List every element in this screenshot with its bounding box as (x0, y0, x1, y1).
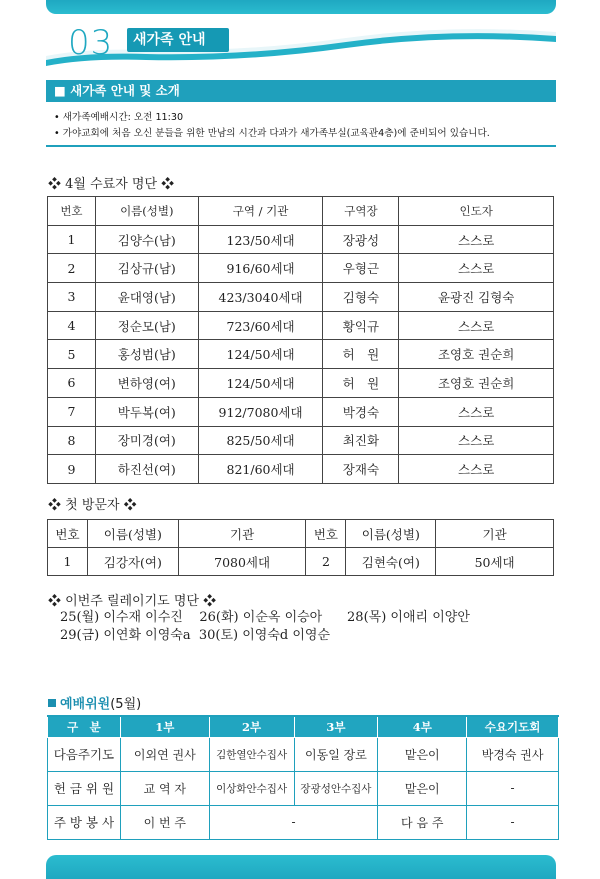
cell: 우형근 (323, 254, 399, 283)
graduates-title: ❖ 4월 수료자 명단 ❖ (48, 177, 175, 192)
cell: 1 (48, 548, 88, 576)
cell: 스스로 (399, 225, 554, 254)
col-header: 구역 / 기관 (198, 197, 323, 226)
col-header: 이름(성별) (95, 197, 198, 226)
cell: 최진화 (323, 426, 399, 455)
cell: 황익규 (323, 311, 399, 340)
cell: 123/50세대 (198, 225, 323, 254)
worship-table (47, 715, 559, 840)
cell: 2 (306, 548, 346, 576)
col-header: 1부 (120, 716, 209, 737)
cell: 변하영(여) (95, 369, 198, 398)
table-row (48, 311, 554, 340)
cell: - (467, 805, 559, 839)
col-header: 기관 (178, 520, 306, 548)
col-header: 인도자 (399, 197, 554, 226)
intro-line-time: • 새가족예배시간: 오전 11:30 (54, 112, 184, 123)
col-header: 구역장 (323, 197, 399, 226)
table-row (48, 283, 554, 312)
col-header: 2부 (209, 716, 294, 737)
cell: 6 (48, 369, 96, 398)
cell: 정순모(남) (95, 311, 198, 340)
visitors-table (47, 519, 554, 576)
table-header-row (48, 716, 559, 737)
cell: 박경숙 (323, 397, 399, 426)
cell: 7 (48, 397, 96, 426)
header-wave-decor (46, 14, 556, 66)
cell: 124/50세대 (198, 340, 323, 369)
cell: 윤대영(남) (95, 283, 198, 312)
cell: 이상화안수집사 (209, 771, 294, 805)
cell: 맡은이 (378, 737, 467, 771)
cell: 124/50세대 (198, 369, 323, 398)
cell: 이동일 장로 (294, 737, 378, 771)
cell: 스스로 (399, 397, 554, 426)
cell: 하진선(여) (95, 455, 198, 484)
cell: 5 (48, 340, 96, 369)
cell: 김한열안수집사 (209, 737, 294, 771)
worship-subtitle: (5월) (110, 697, 142, 712)
table-row (48, 455, 554, 484)
col-header: 번호 (306, 520, 346, 548)
row-label: 다음주기도 (48, 737, 121, 771)
col-header: 3부 (294, 716, 378, 737)
cell: 박경숙 권사 (467, 737, 559, 771)
col-header: 4부 (378, 716, 467, 737)
visitors-title: ❖ 첫 방문자 ❖ (48, 498, 137, 513)
cell: 홍성범(남) (95, 340, 198, 369)
cell: 김현숙(여) (346, 548, 436, 576)
row-label: 주 방 봉 사 (48, 805, 121, 839)
worship-title-text: 예배위원 (60, 697, 111, 712)
relay-line-1: 25(월) 이수재 이수진 26(화) 이순옥 이승아 28(목) 이애리 이양안 (60, 610, 470, 625)
col-header: 이름(성별) (346, 520, 436, 548)
graduates-table (47, 196, 554, 484)
section-header (46, 14, 556, 66)
cell: 박두복(여) (95, 397, 198, 426)
cell: 맡은이 (378, 771, 467, 805)
cell: 912/7080세대 (198, 397, 323, 426)
col-header: 수요기도회 (467, 716, 559, 737)
cell: 50세대 (436, 548, 554, 576)
cell: 7080세대 (178, 548, 306, 576)
table-row (48, 225, 554, 254)
table-row (48, 340, 554, 369)
cell: 장광성안수집사 (294, 771, 378, 805)
cell: - (209, 805, 378, 839)
cell: - (467, 771, 559, 805)
cell: 김상규(남) (95, 254, 198, 283)
relay-title: ❖ 이번주 릴레이기도 명단 ❖ (48, 594, 217, 609)
cell: 스스로 (399, 426, 554, 455)
table-row (48, 548, 554, 576)
cell: 교 역 자 (120, 771, 209, 805)
cell: 3 (48, 283, 96, 312)
cell: 723/60세대 (198, 311, 323, 340)
cell: 김양수(남) (95, 225, 198, 254)
table-row (48, 426, 554, 455)
cell: 1 (48, 225, 96, 254)
cell: 스스로 (399, 455, 554, 484)
col-header: 이름(성별) (87, 520, 178, 548)
intro-divider (46, 145, 556, 147)
cell: 허 원 (323, 369, 399, 398)
col-header: 기관 (436, 520, 554, 548)
cell: 423/3040세대 (198, 283, 323, 312)
table-row (48, 737, 559, 771)
intro-bar-title: ■ 새가족 안내 및 소개 (46, 80, 556, 102)
cell: 조영호 권순희 (399, 369, 554, 398)
section-number: 03 (68, 23, 114, 63)
cell: 허 원 (323, 340, 399, 369)
table-row (48, 397, 554, 426)
cell: 4 (48, 311, 96, 340)
col-header: 번호 (48, 197, 96, 226)
cell: 이 번 주 (120, 805, 209, 839)
cell: 916/60세대 (198, 254, 323, 283)
cell: 825/50세대 (198, 426, 323, 455)
table-row (48, 254, 554, 283)
cell: 다 음 주 (378, 805, 467, 839)
cell: 김강자(여) (87, 548, 178, 576)
bottom-decor-band (46, 855, 556, 879)
table-header-row (48, 197, 554, 226)
cell: 조영호 권순희 (399, 340, 554, 369)
cell: 윤광진 김형숙 (399, 283, 554, 312)
table-header-row (48, 520, 554, 548)
top-decor-band (46, 0, 556, 14)
cell: 장미경(여) (95, 426, 198, 455)
square-bullet-icon (48, 699, 56, 707)
cell: 9 (48, 455, 96, 484)
cell: 스스로 (399, 311, 554, 340)
cell: 스스로 (399, 254, 554, 283)
intro-line-info: • 가야교회에 처음 오신 분들을 위한 만남의 시간과 다과가 새가족부실(교육관4층)에 준비되어 있습니다. (54, 128, 490, 139)
cell: 김형숙 (323, 283, 399, 312)
cell: 8 (48, 426, 96, 455)
table-row (48, 805, 559, 839)
table-row (48, 771, 559, 805)
cell: 2 (48, 254, 96, 283)
col-header: 구 분 (48, 716, 121, 737)
col-header: 번호 (48, 520, 88, 548)
section-title: 새가족 안내 (127, 28, 229, 52)
cell: 이외연 권사 (120, 737, 209, 771)
cell: 821/60세대 (198, 455, 323, 484)
row-label: 헌 금 위 원 (48, 771, 121, 805)
worship-title (48, 693, 141, 712)
cell: 장광성 (323, 225, 399, 254)
table-row (48, 369, 554, 398)
intro-text (54, 110, 554, 142)
relay-line-2: 29(금) 이연화 이영숙a 30(토) 이영숙d 이영순 (60, 628, 331, 643)
cell: 장재숙 (323, 455, 399, 484)
